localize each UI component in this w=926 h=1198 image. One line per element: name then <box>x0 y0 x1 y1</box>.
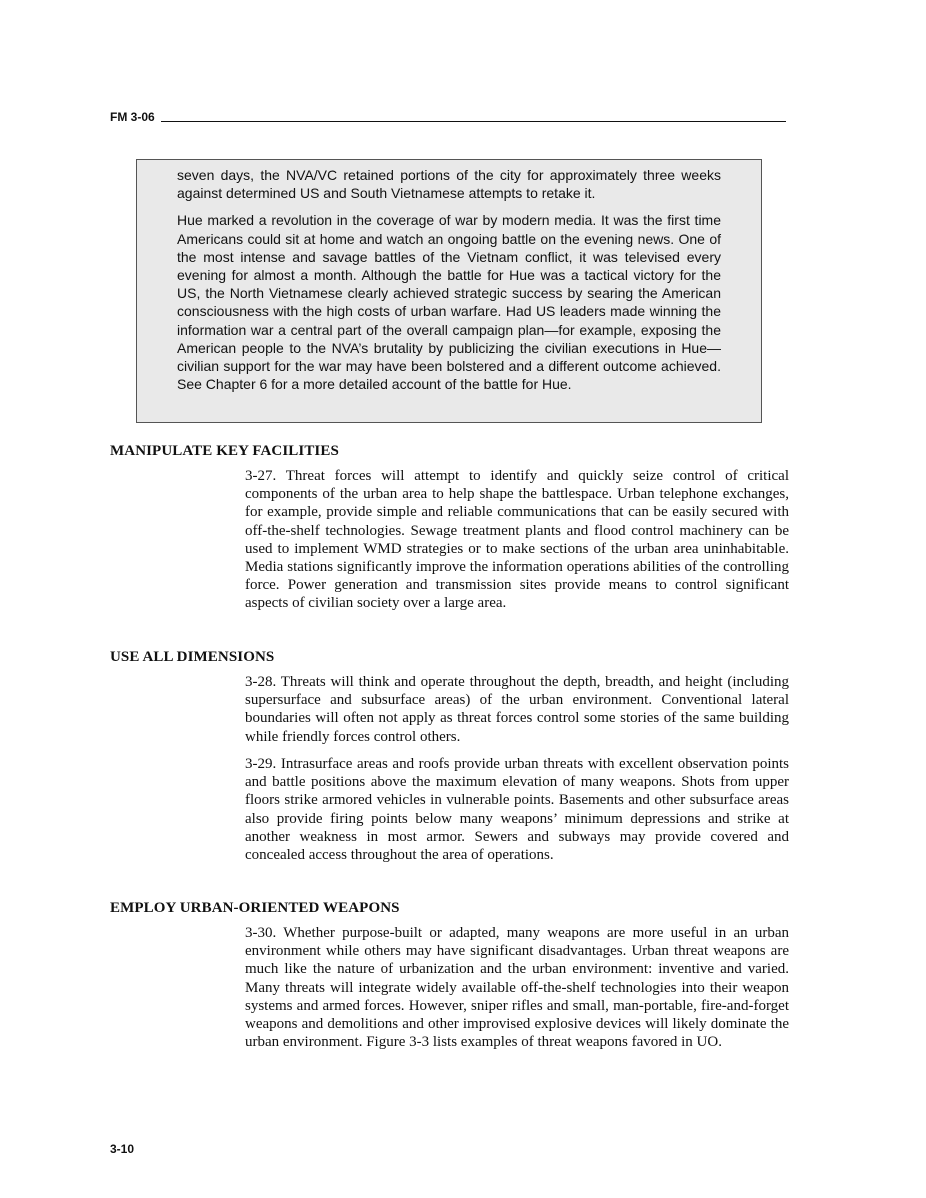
header-label: FM 3-06 <box>110 110 155 124</box>
header-rule <box>161 121 786 122</box>
paragraph-3-28: 3-28. Threats will think and operate throughout the depth, breadth, and height (including supersurface and subsurface areas) of the urban environment. Conventional lateral boundaries will often not apply as threat forces control some stories of the same building while friendly forces control others. <box>245 674 789 745</box>
paragraph-3-27: 3-27. Threat forces will attempt to identify and quickly seize control of critical components of the urban area to help shape the battlespace. Urban telephone exchanges, for example, provide simple and reliable communications that can be easily secured with off-the-shelf technologies. Sewage treatment plants and flood control machinery can be used to implement WMD strategies or to make sections of the urban area uninhabitable. Media stations significantly improve the information operations abilities of the controlling force. Power generation and transmission sites provide means to control significant aspects of civilian society over a large area. <box>245 468 789 612</box>
paragraph-3-30: 3-30. Whether purpose-built or adapted, many weapons are more useful in an urban environment while others may have significant disadvantages. Urban threat weapons are much like the nature of urbanization and the urban environment: inventive and varied. Many threats will integrate widely available off-the-shelf technologies into their weapon systems and armed forces. However, sniper rifles and small, man-portable, fire-and-forget weapons and demolitions and other improvised explosive devices will likely dominate the urban environment. Figure 3-3 lists examples of threat weapons favored in UO. <box>245 925 789 1051</box>
running-header <box>110 110 786 124</box>
vignette-paragraph-1: seven days, the NVA/VC retained portions of the city for approximately three weeks against determined US and South Vietnamese attempts to retake it. <box>177 167 721 202</box>
heading-manipulate-key-facilities: MANIPULATE KEY FACILITIES <box>110 443 339 459</box>
heading-employ-urban-oriented-weapons: EMPLOY URBAN-ORIENTED WEAPONS <box>110 900 400 916</box>
page-number: 3-10 <box>110 1142 135 1156</box>
vignette-paragraph-2: Hue marked a revolution in the coverage of war by modern media. It was the first time Americans could sit at home and watch an ongoing battle on the evening news. One of the most intense and savage battles of the Vietnam conflict, it was televised every evening for almost a month. Although the battle for Hue was a tactical victory for the US, the North Vietnamese clearly achieved strategic success by searing the American consciousness with the high costs of urban warfare. Had US leaders made winning the information war a central part of the overall campaign plan—for example, exposing the American people to the NVA’s brutality by publicizing the civilian executions in Hue—civilian support for the war may have been bolstered and a different outcome achieved. See Chapter 6 for a more detailed account of the battle for Hue. <box>177 212 721 393</box>
heading-use-all-dimensions: USE ALL DIMENSIONS <box>110 649 275 665</box>
historical-vignette-box <box>136 159 762 423</box>
paragraph-3-29: 3-29. Intrasurface areas and roofs provide urban threats with excellent observation points and battle positions above the maximum elevation of many weapons. Shots from upper floors strike armored vehicles in vulnerable points. Basements and other subsurface areas also provide firing points below many weapons’ minimum depressions and strike at another weakness in most armor. Sewers and subways may provide covered and concealed access throughout the area of operations. <box>245 756 789 864</box>
